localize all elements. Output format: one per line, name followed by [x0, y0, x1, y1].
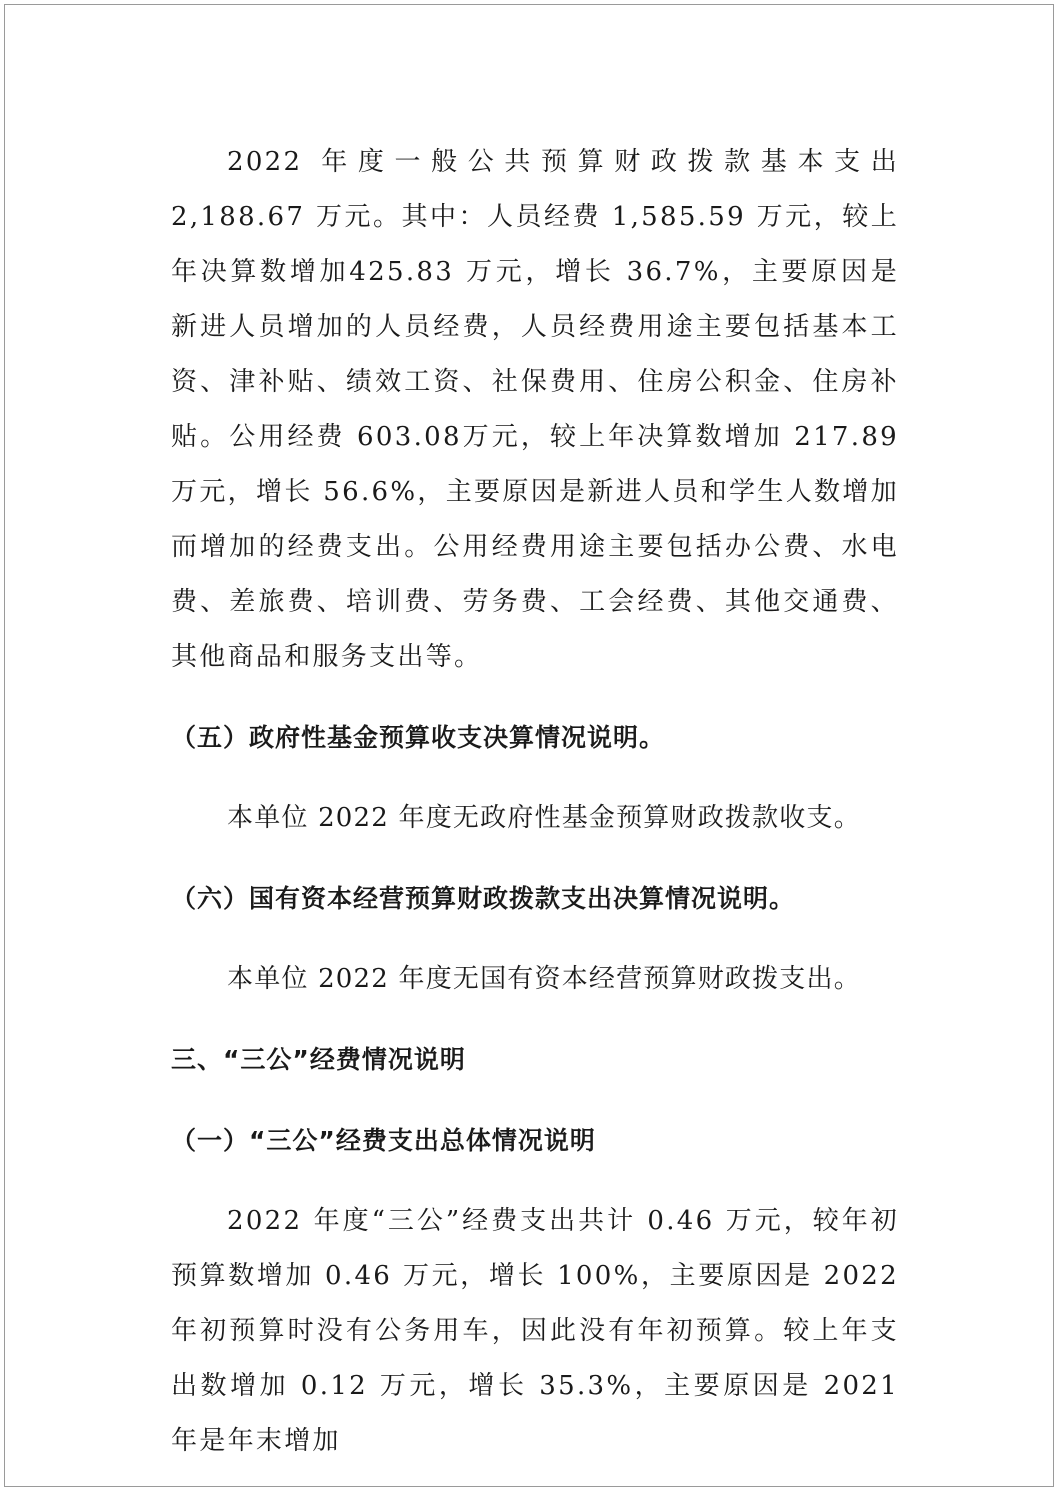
heading-state-capital: （六）国有资本经营预算财政拨款支出决算情况说明。: [171, 884, 796, 913]
heading-three-public-overview: （一）“三公”经费支出总体情况说明: [171, 1126, 596, 1155]
page-frame: [4, 4, 1054, 1487]
heading-three-public-expenses: 三、“三公”经费情况说明: [171, 1045, 466, 1074]
document-body: [171, 135, 899, 1469]
three-public-overview-paragraph: 2022 年度“三公”经费支出共计 0.46 万元，较年初预算数增加 0.46 万元，增长 100%，主要原因是 2022 年初预算时没有公务用车，因此没有年初预算。较上年支出数增加 0.12 万元，增长 35.3%，主要原因是 2021 年是年末增加: [171, 1206, 899, 1456]
heading-government-fund: （五）政府性基金预算收支决算情况说明。: [171, 723, 666, 752]
state-capital-paragraph: 本单位 2022 年度无国有资本经营预算财政拨支出。: [227, 964, 861, 994]
general-budget-paragraph: 2022 年度一般公共预算财政拨款基本支出 2,188.67 万元。其中：人员经费 1,585.59 万元，较上年决算数增加425.83 万元，增长 36.7%，主要原因是新进人员增加的人员经费，人员经费用途主要包括基本工资、津补贴、绩效工资、社保费用、住房公积金、住房补贴。公用经费 603.08万元，较上年决算数增加 217.89 万元，增长 56.6%，主要原因是新进人员和学生人数增加而增加的经费支出。公用经费用途主要包括办公费、水电费、差旅费、培训费、劳务费、工会经费、其他交通费、其他商品和服务支出等。: [171, 147, 899, 672]
government-fund-paragraph: 本单位 2022 年度无政府性基金预算财政拨款收支。: [227, 803, 861, 833]
